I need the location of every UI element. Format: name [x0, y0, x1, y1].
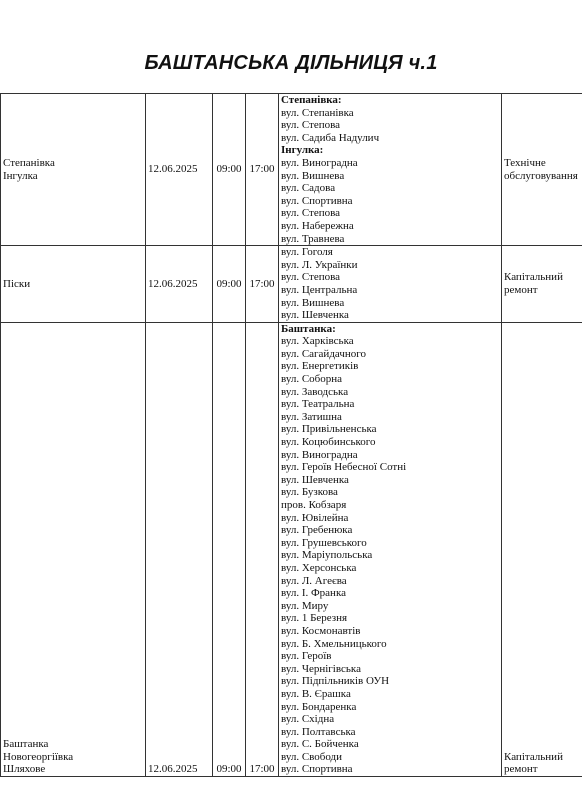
street-item: вул. Вишнева	[281, 296, 345, 309]
table-row	[1, 246, 582, 323]
street-item: вул. Героїв Небесної Сотні	[281, 461, 407, 474]
street-item: вул. Театральна	[281, 398, 355, 411]
settlement-header: Інгулка:	[281, 144, 324, 157]
streets-cell	[279, 94, 502, 246]
location-cell	[1, 94, 146, 246]
street-item: вул. Гребенюка	[281, 524, 353, 537]
street-item: вул. Спортивна	[281, 763, 353, 776]
street-item: вул. Чернігівська	[281, 662, 361, 675]
table-row	[1, 322, 582, 776]
work-type-cell: Капітальний ремонт	[502, 246, 582, 323]
street-item: вул. Маріупольська	[281, 549, 373, 562]
end-time-cell: 17:00	[246, 246, 279, 323]
start-time-cell: 09:00	[213, 322, 246, 776]
start-time-cell: 09:00	[213, 246, 246, 323]
street-item: вул. Садова	[281, 182, 336, 195]
location-name: Баштанка	[3, 738, 49, 751]
street-item: вул. Миру	[281, 599, 329, 612]
location-cell	[1, 322, 146, 776]
settlement-header: Баштанка:	[281, 322, 336, 335]
start-time-cell: 09:00	[213, 94, 246, 246]
street-item: вул. Соборна	[281, 373, 343, 386]
street-item: вул. Бондаренка	[281, 700, 357, 713]
street-item: вул. В. Єрашка	[281, 687, 351, 700]
street-item: вул. Привільненська	[281, 423, 377, 436]
street-item: вул. Героїв	[281, 650, 332, 663]
street-item: вул. Шевченка	[281, 309, 349, 322]
street-item: пров. Кобзаря	[281, 499, 347, 511]
page-title: БАШТАНСЬКА ДІЛЬНИЦЯ ч.1	[144, 52, 438, 74]
date-cell: 12.06.2025	[146, 94, 213, 246]
street-item: вул. Коцюбинського	[281, 436, 376, 449]
schedule-table-body	[1, 94, 582, 777]
street-item: вул. Східна	[281, 713, 335, 726]
street-item: вул. Полтавська	[281, 725, 356, 738]
location-cell	[1, 246, 146, 323]
location-name: Шляхове	[3, 763, 46, 776]
street-item: вул. Енергетиків	[281, 360, 359, 373]
street-item: вул. Гоголя	[281, 246, 333, 259]
location-name: Новогеоргіївка	[3, 750, 74, 763]
street-item: вул. Садиба Надулич	[281, 131, 380, 144]
street-item: вул. Степова	[281, 271, 341, 284]
location-name: Інгулка	[3, 169, 38, 182]
street-item: вул. Затишна	[281, 410, 342, 423]
street-item: вул. Виноградна	[281, 448, 358, 461]
street-item: вул. Степова	[281, 207, 341, 220]
end-time-cell: 17:00	[246, 94, 279, 246]
outage-schedule-table	[0, 93, 582, 777]
location-name: Степанівка	[3, 156, 55, 169]
street-item: вул. Шевченка	[281, 473, 349, 486]
street-item: вул. Харківська	[281, 335, 354, 348]
work-type-cell: Капітальний ремонт	[502, 322, 582, 776]
street-item: вул. І. Франка	[281, 587, 347, 600]
street-item: вул. Степанівка	[281, 106, 354, 119]
street-item: вул. Виноградна	[281, 156, 358, 169]
street-item: вул. Свободи	[281, 750, 343, 763]
street-item: вул. Л. Агеєва	[281, 574, 347, 587]
date-cell: 12.06.2025	[146, 322, 213, 776]
location-name: Піски	[3, 277, 31, 290]
street-item: вул. Сагайдачного	[281, 347, 367, 360]
street-item: вул. Л. Українки	[281, 258, 358, 271]
table-row	[1, 94, 582, 246]
street-item: вул. С. Бойченка	[281, 738, 359, 751]
date-cell: 12.06.2025	[146, 246, 213, 323]
street-item: вул. Космонавтів	[281, 624, 361, 637]
street-item: вул. Ювілейна	[281, 511, 349, 524]
street-item: вул. 1 Березня	[281, 612, 348, 625]
street-item: вул. Заводська	[281, 385, 349, 398]
street-item: вул. Грушевського	[281, 536, 367, 549]
work-type-cell: Технічне обслуговування	[502, 94, 582, 246]
street-item: вул. Херсонська	[281, 561, 357, 574]
street-item: вул. Центральна	[281, 283, 358, 296]
street-item: вул. Вишнева	[281, 169, 345, 182]
street-item: вул. Підпільників ОУН	[281, 675, 390, 688]
street-item: вул. Бузкова	[281, 486, 338, 499]
street-item: вул. Спортивна	[281, 194, 353, 207]
street-item: вул. Травнева	[281, 232, 345, 245]
end-time-cell: 17:00	[246, 322, 279, 776]
streets-cell	[279, 246, 502, 323]
streets-cell	[279, 322, 502, 776]
street-item: вул. Б. Хмельницького	[281, 637, 387, 650]
settlement-header: Степанівка:	[281, 94, 342, 106]
street-item: вул. Степова	[281, 119, 341, 132]
street-item: вул. Набережна	[281, 219, 354, 232]
